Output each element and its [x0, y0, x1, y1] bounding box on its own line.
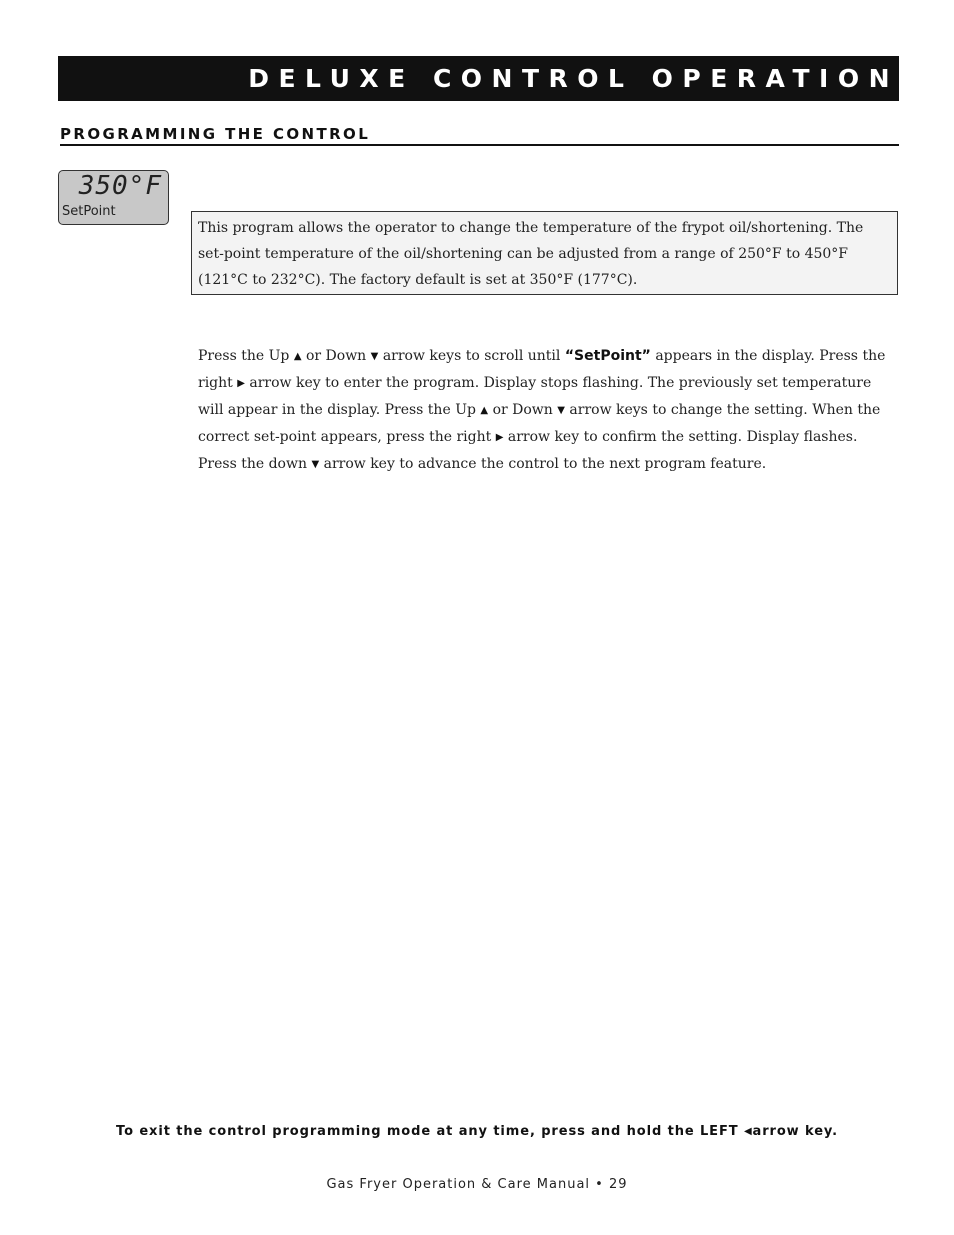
page-banner: DELUXE CONTROL OPERATION: [58, 56, 899, 101]
instructions-paragraph: [198, 343, 898, 478]
exit-instruction-text: To exit the control programming mode at any time, press and hold the LEFT: [116, 1124, 739, 1139]
instruction-text: arrow key to advance the control to the next program feature.: [323, 456, 767, 472]
down-arrow-icon: ▼: [557, 405, 565, 416]
exit-instruction: [0, 1124, 954, 1139]
down-arrow-icon: ▼: [370, 351, 379, 362]
up-arrow-icon: ▲: [480, 405, 489, 416]
right-arrow-icon: ▶: [237, 378, 245, 389]
instruction-text: arrow key to confirm the setting. Display flashes. Press the down: [198, 429, 858, 472]
instruction-text: or Down: [305, 348, 367, 364]
page-footer: Gas Fryer Operation & Care Manual • 29: [326, 1177, 628, 1192]
instruction-text: arrow keys to scroll until: [382, 348, 561, 364]
down-arrow-icon: ▼: [311, 459, 320, 470]
section-title: PROGRAMMING THE CONTROL: [60, 124, 899, 146]
lcd-label: SetPoint: [62, 204, 116, 219]
lcd-display: [58, 170, 169, 225]
up-arrow-icon: ▲: [293, 351, 302, 362]
instruction-text: or Down: [492, 402, 553, 418]
instruction-text: arrow key to enter the program. Display stops flashing. The previously set temperature will appear in the display. Press the Up: [198, 375, 872, 418]
instruction-text: arrow keys to change the setting. When the correct set-point appears, press the right: [198, 402, 881, 445]
right-arrow-icon: ▶: [495, 432, 504, 443]
instruction-text: appears in the display. Press the right: [198, 348, 886, 391]
program-description-box: This program allows the operator to change the temperature of the frypot oil/shortening. The set-point temperature of the oil/shortening can be adjusted from a range of 250°F to 450°F (121°C to 232°C). The factory default is set at 350°F (177°C).: [191, 211, 898, 295]
lcd-temperature-value: 350°F: [78, 171, 162, 201]
left-arrow-icon: ◀: [743, 1126, 753, 1137]
setpoint-keyword: “SetPoint”: [564, 348, 651, 364]
exit-instruction-text: arrow key.: [752, 1124, 838, 1139]
instruction-text: Press the Up: [198, 348, 290, 364]
